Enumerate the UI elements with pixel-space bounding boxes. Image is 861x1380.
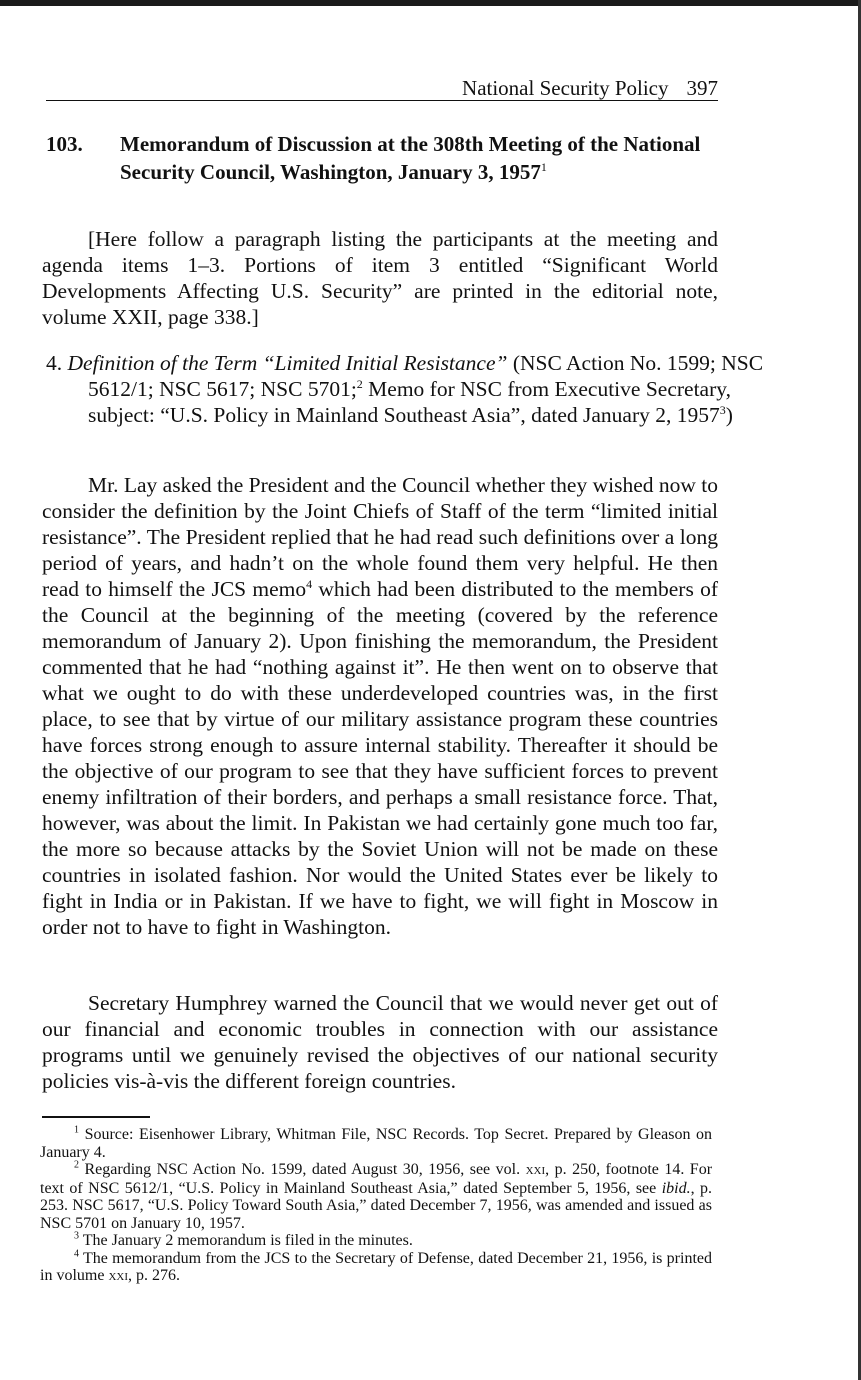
document-heading [46, 130, 726, 186]
top-edge-bar [0, 0, 861, 6]
footnote-4-mark: 4 [74, 1248, 79, 1260]
agenda-item-memo: Memo for NSC from Executive Secretary, subject: “U.S. Policy in Mainland Southeast Asia”, dated January 2, 1957 [88, 377, 731, 427]
paragraph-2-text: Secretary Humphrey warned the Council that we would never get out of our financial and economic troubles in connection with our assistance programs until we genuinely revised the objectives of our national security policies vis-à-vis the different foreign countries. [42, 991, 718, 1093]
footnote-4-part2: , p. 276. [128, 1267, 180, 1284]
page-number: 397 [686, 76, 718, 100]
paragraph-lay-president [42, 472, 718, 940]
paragraph-1-text [42, 472, 718, 940]
footnote-2-part3: , p. 253. NSC 5617, “U.S. Policy Toward South Asia,” dated December 7, 1956, was amended and issued as NSC 5701 on January 10, 1957. [40, 1179, 712, 1232]
editorial-note-text: [Here follow a paragraph listing the participants at the meeting and agenda items 1–3. Portions of item 3 entitled “Significant World Developments Affecting U.S. Security” are printed in the editorial note, volume XXII, page 338.] [42, 227, 718, 329]
footnote-ref-4[interactable]: 4 [306, 576, 313, 591]
agenda-item-number: 4. [46, 351, 63, 375]
footnote-divider [42, 1116, 150, 1118]
running-header [46, 74, 718, 101]
footnote-3-text: The January 2 memorandum is filed in the minutes. [82, 1232, 413, 1249]
agenda-item [42, 350, 764, 428]
agenda-item-text [46, 350, 764, 428]
footnote-4-part1: The memorandum from the JCS to the Secretary of Defense, dated December 21, 1956, is printed in volume [40, 1249, 712, 1284]
footnote-4 [40, 1250, 712, 1286]
footnote-ref-2[interactable]: 2 [356, 376, 363, 391]
footnote-4-volume: xxi [108, 1268, 128, 1284]
footnote-2-mark: 2 [74, 1159, 79, 1171]
footnote-2-ibid: ibid. [661, 1179, 691, 1197]
document-title [120, 130, 726, 186]
footnote-2-volume: xxi [525, 1162, 546, 1178]
footnote-3 [40, 1232, 712, 1250]
footnote-1-text: Source: Eisenhower Library, Whitman File, NSC Records. Top Secret. Prepared by Gleason on January 4. [40, 1126, 713, 1161]
footnote-ref-3[interactable]: 3 [719, 402, 726, 417]
paragraph-1-start: Mr. Lay asked the President and the Council whether they wished now to consider the definition by the Joint Chiefs of Staff of the term “limited initial resistance”. The President replied that he had read such definitions over a long period of years, and hadn’t on the whole found them very helpful. He then read to himself the JCS memo [42, 473, 718, 601]
paragraph-1-rest: which had been distributed to the members of the Council at the beginning of the meeting (covered by the reference memorandum of January 2). Upon finishing the memorandum, the President commented that he had “nothing against it”. He then went on to observe that what we ought to do with these underdeveloped countries was, in the first place, to see that by virtue of our military assistance program these countries have forces strong enough to assure internal stability. Thereafter it should be the objective of our program to see that they have sufficient forces to prevent enemy infiltration of their borders, and perhaps a small resistance force. That, however, was about the limit. In Pakistan we had certainly gone much too far, the more so because attacks by the Soviet Union will not be made on these countries in isolated fashion. Nor would the United States ever be likely to fight in India or in Pakistan. If we have to fight, we will fight in Moscow in order not to have to fight in Washington. [42, 577, 718, 939]
document-number: 103. [46, 132, 83, 156]
agenda-item-title: Definition of the Term “Limited Initial Resistance” [67, 351, 508, 375]
agenda-item-close: ) [725, 403, 733, 427]
footnote-2-part1: Regarding NSC Action No. 1599, dated August 30, 1956, see vol. [84, 1161, 521, 1178]
running-header-text [462, 76, 718, 101]
running-title: National Security Policy [462, 76, 669, 100]
editorial-note [42, 226, 718, 330]
footnote-ref-1[interactable]: 1 [540, 160, 547, 174]
agenda-item-refs: (NSC Action No. 1599; NSC 5612/1; NSC 5617; NSC 5701; [88, 351, 764, 401]
footnote-2 [40, 1161, 712, 1232]
footnote-3-mark: 3 [74, 1230, 79, 1242]
document-title-text: Memorandum of Discussion at the 308th Meeting of the National Security Council, Washington, January 3, 1957 [120, 132, 701, 184]
footnote-1-mark: 1 [74, 1124, 79, 1136]
footnote-2-part2: , p. 250, footnote 14. For text of NSC 5612/1, “U.S. Policy in Mainland Southeast Asia,” dated September 5, 1956, see [40, 1161, 713, 1197]
footnote-1 [40, 1126, 712, 1161]
footnotes [40, 1126, 712, 1286]
paragraph-humphrey [42, 990, 718, 1094]
